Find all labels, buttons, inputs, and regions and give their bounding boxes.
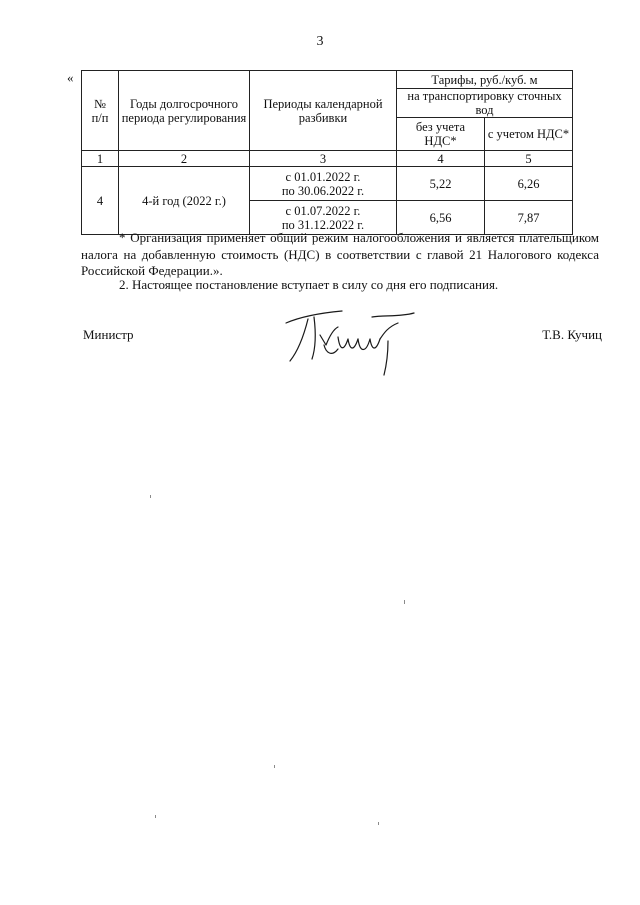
row-with-vat: 7,87 [485,201,573,235]
handwritten-signature [280,305,420,377]
row-period: с 01.07.2022 г. по 31.12.2022 г. [250,201,397,235]
header-years: Годы долгосрочного периода регулирования [119,71,250,151]
header-tariffs: Тарифы, руб./куб. м [397,71,573,89]
minister-title: Министр [83,327,134,342]
column-number: 3 [250,151,397,167]
page-number: 3 [316,34,324,49]
row-year: 4-й год (2022 г.) [119,167,250,235]
scan-speck [404,600,405,604]
header-num: № п/п [82,71,119,151]
opening-quote: « [67,70,74,85]
scan-speck [150,495,151,498]
scan-speck [378,822,379,825]
column-number: 1 [82,151,119,167]
column-number: 2 [119,151,250,167]
table-row [82,167,573,201]
tariff-table [81,70,573,235]
vat-footnote: * Организация применяет общий режим налогообложения и является плательщиком налога на добавленную стоимость (НДС) в соответствии с главой 21 Налогового кодекса Российской Федерации.». [81,230,599,278]
header-without-vat: без учета НДС* [397,118,485,151]
column-number: 4 [397,151,485,167]
scan-speck [274,765,275,768]
row-period: с 01.01.2022 г. по 30.06.2022 г. [250,167,397,201]
row-without-vat: 5,22 [397,167,485,201]
row-num: 4 [82,167,119,235]
row-with-vat: 6,26 [485,167,573,201]
header-transport: на транспортировку сточных вод [397,89,573,118]
minister-name: Т.В. Кучиц [542,327,602,342]
scan-speck [155,815,156,818]
header-periods: Периоды календарной разбивки [250,71,397,151]
header-with-vat: с учетом НДС* [485,118,573,151]
column-number: 5 [485,151,573,167]
effective-date-paragraph: 2. Настоящее постановление вступает в силу со дня его подписания. [119,277,499,292]
row-without-vat: 6,56 [397,201,485,235]
